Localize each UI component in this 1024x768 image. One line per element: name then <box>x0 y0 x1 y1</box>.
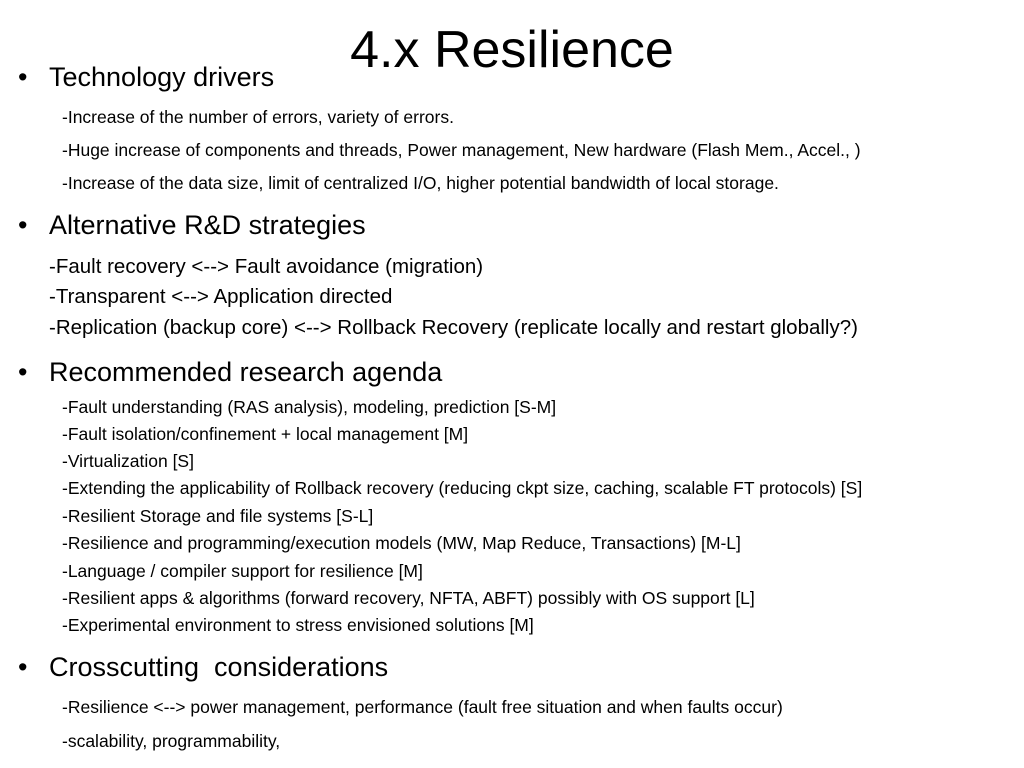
list-item: -Language / compiler support for resilience [M] <box>62 561 423 581</box>
list-item: -Transparent <--> Application directed <box>49 285 393 308</box>
bullet-glyph: • <box>18 652 28 682</box>
list-item: -Resilient apps & algorithms (forward recovery, NFTA, ABFT) possibly with OS support [L] <box>62 588 755 608</box>
section-heading: Crosscutting considerations <box>49 652 389 682</box>
bullet-glyph: • <box>18 62 28 92</box>
list-item: -Huge increase of components and threads, Power management, New hardware (Flash Mem., Accel., ) <box>62 140 861 160</box>
list-item: -Extending the applicability of Rollback recovery (reducing ckpt size, caching, scalable FT protocols) [S] <box>62 478 863 498</box>
slide-title: 4.x Resilience <box>350 21 674 79</box>
list-item: -Increase of the data size, limit of centralized I/O, higher potential bandwidth of local storage. <box>62 173 779 193</box>
section-research-agenda <box>18 355 442 389</box>
bullet-glyph: • <box>18 210 28 240</box>
list-item: -Experimental environment to stress envisioned solutions [M] <box>62 615 534 635</box>
list-item: -Resilience and programming/execution models (MW, Map Reduce, Transactions) [M-L] <box>62 533 741 553</box>
section-heading: Alternative R&D strategies <box>49 210 366 240</box>
list-item: -Fault isolation/confinement + local management [M] <box>62 424 469 444</box>
section-technology-drivers <box>18 60 274 94</box>
section-heading: Technology drivers <box>49 62 275 92</box>
list-item: -Resilient Storage and file systems [S-L] <box>62 506 374 526</box>
list-item: -Virtualization [S] <box>62 451 194 471</box>
list-item: -Replication (backup core) <--> Rollback Recovery (replicate locally and restart globally?) <box>49 316 858 339</box>
list-item: -Fault recovery <--> Fault avoidance (migration) <box>49 255 484 278</box>
section-alternative-strategies <box>18 208 366 242</box>
section-crosscutting <box>18 650 388 684</box>
list-item: -Resilience <--> power management, performance (fault free situation and when faults occur) <box>62 697 783 717</box>
list-item: -Increase of the number of errors, variety of errors. <box>62 107 454 127</box>
list-item: -Fault understanding (RAS analysis), modeling, prediction [S-M] <box>62 397 557 417</box>
list-item: -scalability, programmability, <box>62 731 281 751</box>
section-heading: Recommended research agenda <box>49 357 443 387</box>
bullet-glyph: • <box>18 357 28 387</box>
